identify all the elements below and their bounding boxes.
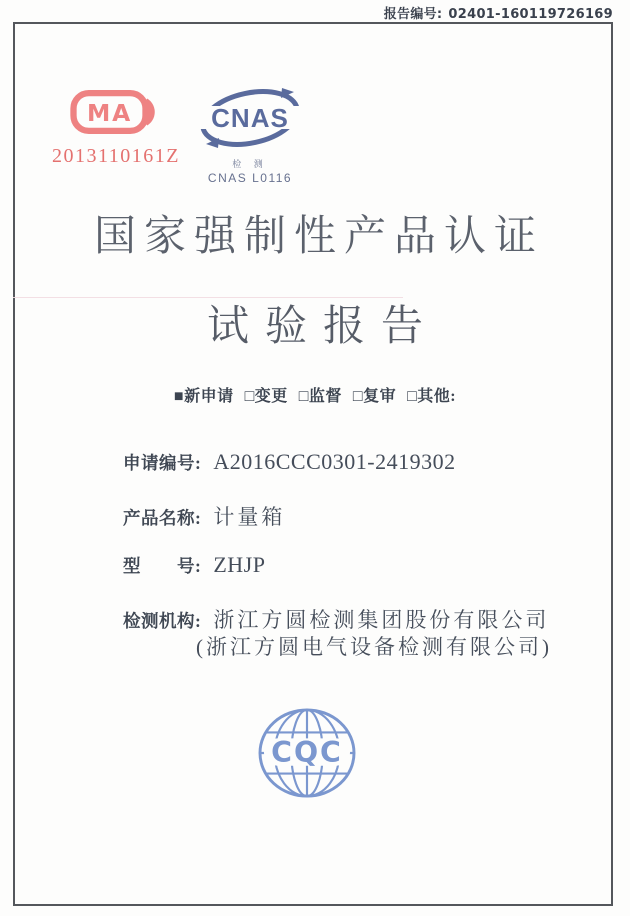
model-value: ZHJP (213, 552, 266, 577)
cma-letters: MA (87, 99, 132, 127)
page-title: 国家强制性产品认证 (93, 214, 544, 260)
cnas-letters: CNAS (211, 103, 289, 133)
field-test-organization (123, 604, 549, 634)
report-number (384, 3, 613, 22)
product-name-value: 计量箱 (213, 505, 286, 529)
report-number-value: 02401-160119726169 (448, 7, 613, 22)
test-organization-label: 检测机构: (123, 611, 202, 631)
checkbox-other: □其他: (407, 388, 457, 405)
application-type-row (0, 383, 630, 406)
cnas-logo-block (196, 86, 304, 185)
scan-artifact-line (13, 297, 403, 298)
field-product-name (123, 501, 285, 531)
product-name-label: 产品名称: (123, 508, 202, 528)
checkbox-change: □变更 (244, 388, 288, 405)
field-model (123, 552, 265, 578)
cqc-logo-icon (256, 706, 358, 800)
cqc-letters: CQC (271, 735, 343, 769)
cnas-logo-icon (197, 86, 303, 150)
test-organization-value: 浙江方圆检测集团股份有限公司 (213, 608, 550, 632)
cnas-accreditation-number: CNAS L0116 (207, 171, 293, 185)
checkbox-supervision: □监督 (298, 388, 342, 405)
application-number-label: 申请编号: (123, 453, 202, 473)
field-application-number (123, 449, 456, 475)
test-organization-alt-value: (浙江方圆电气设备检测有限公司) (196, 635, 552, 659)
application-number-value: A2016CCC0301-2419302 (213, 449, 456, 474)
checkbox-new-application: ■新申请 (173, 388, 234, 405)
report-number-label: 报告编号: (383, 7, 443, 22)
checkbox-review: □复审 (352, 388, 397, 405)
model-label: 型 号: (123, 556, 202, 576)
cma-logo-icon (69, 88, 159, 136)
cnas-caption: 检 测 (232, 159, 268, 169)
page-subtitle: 试验报告 (206, 304, 439, 350)
cma-logo-block (52, 88, 180, 168)
cma-license-number: 2013110161Z (52, 145, 180, 167)
field-test-organization-alt (196, 631, 552, 661)
